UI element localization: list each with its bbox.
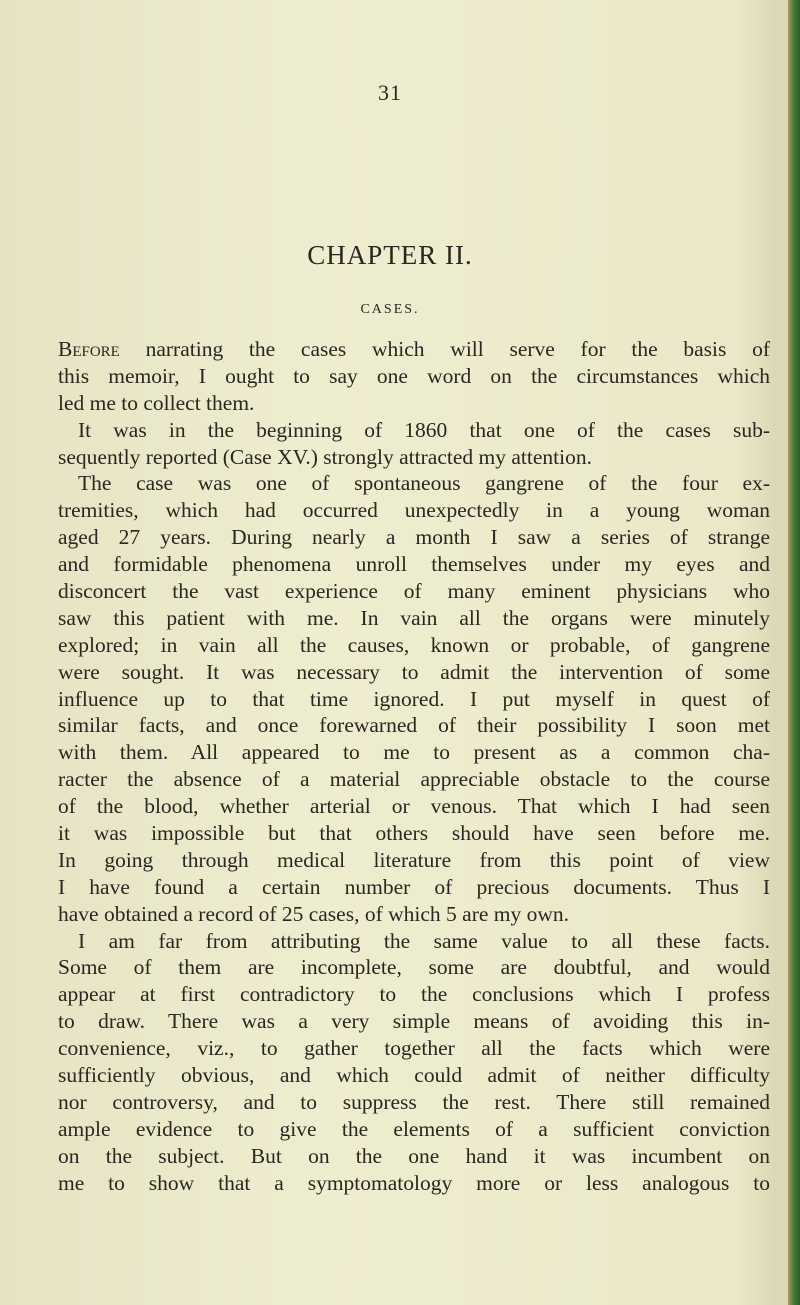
text-line: were sought. It was necessary to admit the intervention of some xyxy=(58,659,770,684)
text-line: Some of them are incomplete, some are doubtful, and would xyxy=(58,955,770,980)
text-line: sequently reported (Case XV.) strongly attracted my attention. xyxy=(58,444,592,469)
text-line: on the subject. But on the one hand it was incumbent on xyxy=(58,1143,770,1168)
text-line: have obtained a record of 25 cases, of which 5 are my own. xyxy=(58,901,570,926)
text-line: The case was one of spontaneous gangrene of the four ex- xyxy=(78,471,770,496)
text-line: to draw. There was a very simple means of avoiding this in- xyxy=(58,1009,770,1034)
text-line: explored; in vain all the causes, known or probable, of gangrene xyxy=(58,632,770,657)
text-line: of the blood, whether arterial or venous. That which I had seen xyxy=(58,794,770,819)
text-line: influence up to that time ignored. I put myself in quest of xyxy=(58,686,770,711)
body-text xyxy=(58,336,770,1197)
text-line: racter the absence of a material appreciable obstacle to the course xyxy=(58,767,770,792)
section-title: CASES. xyxy=(360,302,420,317)
text-line: nor controversy, and to suppress the rest. There still remained xyxy=(58,1089,770,1114)
text-line: with them. All appeared to me to present as a common cha- xyxy=(58,740,770,765)
text-line: ample evidence to give the elements of a sufficient conviction xyxy=(58,1116,770,1141)
text-line: saw this patient with me. In vain all the organs were minutely xyxy=(58,605,770,630)
text-line: convenience, viz., to gather together all the facts which were xyxy=(58,1036,770,1061)
text-line-content: narrating the cases which will serve for the basis of xyxy=(119,337,770,361)
text-line: this memoir, I ought to say one word on the circumstances which xyxy=(58,363,770,388)
text-line: I am far from attributing the same value to all these facts. xyxy=(78,928,770,953)
text-line: tremities, which had occurred unexpectedly in a young woman xyxy=(58,498,770,523)
text-line: disconcert the vast experience of many eminent physicians who xyxy=(58,579,770,604)
text-line: aged 27 years. During nearly a month I saw a series of strange xyxy=(58,525,770,550)
text-line: appear at first contradictory to the conclusions which I profess xyxy=(58,982,770,1007)
text-line: and formidable phenomena unroll themselves under my eyes and xyxy=(58,552,770,577)
text-line: similar facts, and once forewarned of their possibility I soon met xyxy=(58,713,770,738)
book-binding-edge xyxy=(788,0,800,1305)
chapter-title: CHAPTER II. xyxy=(307,240,473,270)
text-line: led me to collect them. xyxy=(58,390,255,415)
text-line: It was in the beginning of 1860 that one of the cases sub- xyxy=(78,417,770,442)
text-line: I have found a certain number of precious documents. Thus I xyxy=(58,874,770,899)
text-line: sufficiently obvious, and which could admit of neither difficulty xyxy=(58,1063,770,1088)
page-number: 31 xyxy=(378,80,402,105)
text-line: it was impossible but that others should have seen before me. xyxy=(58,821,770,846)
text-line: In going through medical literature from this point of view xyxy=(58,847,770,872)
text-line: me to show that a symptomatology more or less analogous to xyxy=(58,1170,770,1195)
drop-lead-word: Before xyxy=(58,337,120,361)
text-line xyxy=(58,336,770,363)
